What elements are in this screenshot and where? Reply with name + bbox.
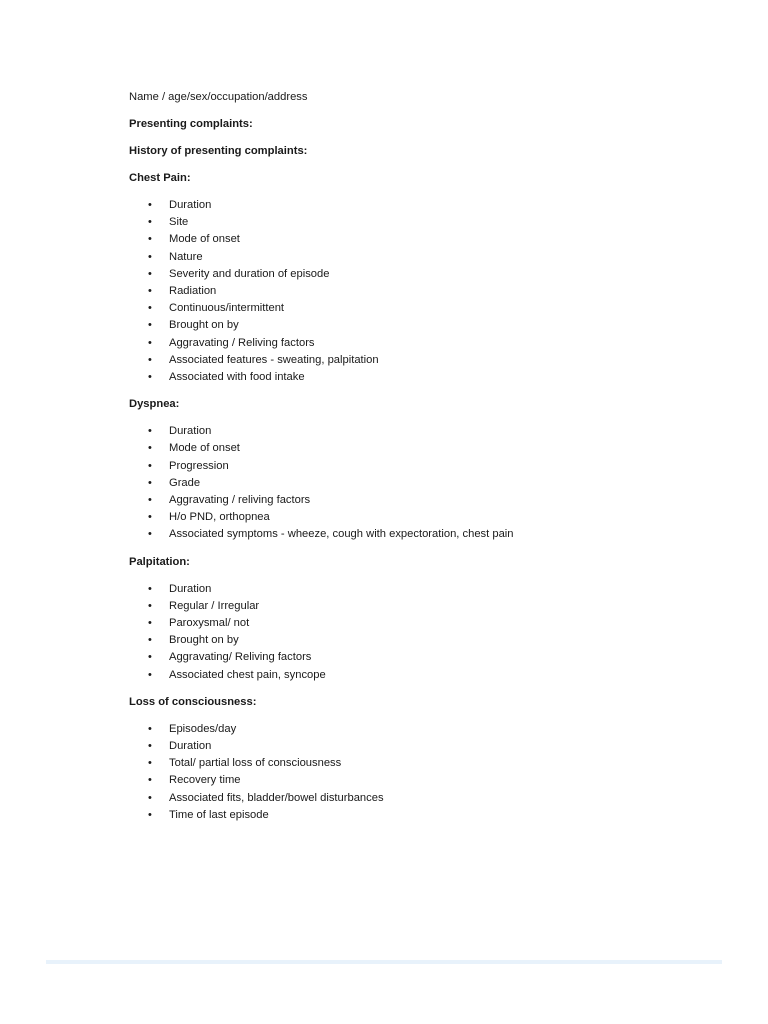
list-item-text: Grade bbox=[169, 476, 201, 489]
list-item-text: Aggravating/ Reliving factors bbox=[169, 651, 312, 664]
list-item-text: Mode of onset bbox=[169, 233, 240, 246]
name-line: Name / age/sex/occupation/address bbox=[129, 91, 308, 103]
list-item bbox=[129, 335, 729, 352]
list-item-text: Nature bbox=[169, 250, 203, 263]
list-item bbox=[129, 300, 729, 317]
list-item bbox=[129, 667, 729, 684]
bullet-list-dyspnea bbox=[129, 423, 729, 543]
document-content bbox=[129, 89, 729, 834]
bullet-icon: • bbox=[148, 199, 152, 211]
list-item-text: Associated chest pain, syncope bbox=[169, 668, 326, 681]
presenting-complaints-heading: Presenting complaints: bbox=[129, 118, 253, 130]
list-item-text: Aggravating / Reliving factors bbox=[169, 336, 315, 349]
list-item-text: Associated symptoms - wheeze, cough with expectoration, chest pain bbox=[169, 528, 514, 541]
bullet-icon: • bbox=[148, 582, 152, 595]
list-item-text: Progression bbox=[169, 459, 229, 472]
list-item bbox=[129, 317, 729, 334]
list-item bbox=[129, 492, 729, 509]
section-heading-loss-of-consciousness: Loss of consciousness: bbox=[129, 695, 257, 708]
list-item-text: Associated features - sweating, palpitation bbox=[169, 353, 379, 366]
list-item bbox=[129, 475, 729, 492]
list-item-text: Duration bbox=[169, 740, 212, 753]
list-item-text: Associated with food intake bbox=[169, 371, 305, 384]
list-item-text: Regular / Irregular bbox=[169, 599, 260, 612]
list-item bbox=[129, 615, 729, 632]
list-item-text: H/o PND, orthopnea bbox=[169, 511, 270, 524]
bullet-icon: • bbox=[148, 250, 152, 263]
list-item-text: Aggravating / reliving factors bbox=[169, 494, 311, 507]
bullet-list-palpitation bbox=[129, 581, 729, 684]
bullet-icon: • bbox=[148, 336, 152, 349]
bullet-icon: • bbox=[148, 740, 152, 753]
bullet-icon: • bbox=[148, 319, 152, 332]
list-item bbox=[129, 755, 729, 772]
list-item-text: Associated fits, bladder/bowel disturbances bbox=[169, 791, 384, 804]
list-item-text: Total/ partial loss of consciousness bbox=[169, 757, 342, 770]
sections-container bbox=[129, 170, 729, 824]
bullet-icon: • bbox=[148, 634, 152, 647]
list-item-text: Duration bbox=[169, 582, 212, 595]
bullet-icon: • bbox=[148, 442, 152, 455]
list-item-text: Severity and duration of episode bbox=[169, 267, 330, 280]
list-item bbox=[129, 266, 729, 283]
bullet-list-loss-of-consciousness bbox=[129, 721, 729, 824]
list-item bbox=[129, 369, 729, 386]
bullet-list-chest-pain bbox=[129, 197, 729, 386]
bullet-icon: • bbox=[148, 528, 152, 541]
history-heading: History of presenting complaints: bbox=[129, 145, 308, 157]
bullet-icon: • bbox=[148, 757, 152, 770]
list-item-text: Mode of onset bbox=[169, 442, 240, 455]
list-item-text: Paroxysmal/ not bbox=[169, 617, 250, 630]
bullet-icon: • bbox=[148, 216, 152, 229]
list-item bbox=[129, 581, 729, 598]
bullet-icon: • bbox=[148, 476, 152, 489]
bullet-icon: • bbox=[148, 617, 152, 630]
list-item bbox=[129, 214, 729, 231]
list-item bbox=[129, 440, 729, 457]
bullet-icon: • bbox=[148, 651, 152, 664]
bullet-icon: • bbox=[148, 233, 152, 246]
bullet-icon: • bbox=[148, 425, 152, 438]
bullet-icon: • bbox=[148, 668, 152, 681]
bullet-icon: • bbox=[148, 791, 152, 804]
bullet-icon: • bbox=[148, 722, 152, 735]
list-item bbox=[129, 721, 729, 738]
list-item-text: Duration bbox=[169, 425, 212, 438]
list-item-text: Episodes/day bbox=[169, 722, 237, 735]
list-item-text: Continuous/intermittent bbox=[169, 302, 285, 315]
list-item bbox=[129, 197, 729, 214]
list-item bbox=[129, 283, 729, 300]
list-item bbox=[129, 509, 729, 526]
list-item-text: Time of last episode bbox=[169, 808, 269, 821]
bullet-icon: • bbox=[148, 353, 152, 366]
list-item bbox=[129, 231, 729, 248]
bullet-icon: • bbox=[148, 267, 152, 280]
list-item bbox=[129, 249, 729, 266]
bullet-icon: • bbox=[148, 285, 152, 298]
list-item bbox=[129, 526, 729, 543]
list-item-text: Site bbox=[169, 216, 189, 229]
list-item bbox=[129, 352, 729, 369]
list-item-text: Brought on by bbox=[169, 319, 239, 332]
list-item-text: Radiation bbox=[169, 285, 217, 298]
section-heading-dyspnea: Dyspnea: bbox=[129, 398, 180, 411]
list-item bbox=[129, 772, 729, 789]
bullet-icon: • bbox=[148, 302, 152, 315]
section-heading-chest-pain: Chest Pain: bbox=[129, 172, 191, 184]
bullet-icon: • bbox=[148, 371, 152, 384]
bullet-icon: • bbox=[148, 774, 152, 787]
list-item bbox=[129, 598, 729, 615]
bullet-icon: • bbox=[148, 459, 152, 472]
list-item bbox=[129, 790, 729, 807]
list-item bbox=[129, 458, 729, 475]
list-item-text: Recovery time bbox=[169, 774, 241, 787]
list-item bbox=[129, 649, 729, 666]
bullet-icon: • bbox=[148, 511, 152, 524]
bullet-icon: • bbox=[148, 808, 152, 821]
bullet-icon: • bbox=[148, 494, 152, 507]
list-item bbox=[129, 632, 729, 649]
list-item bbox=[129, 807, 729, 824]
list-item bbox=[129, 738, 729, 755]
list-item-text: Duration bbox=[169, 199, 212, 211]
list-item bbox=[129, 423, 729, 440]
footer-rule bbox=[46, 960, 722, 964]
section-heading-palpitation: Palpitation: bbox=[129, 555, 190, 568]
list-item-text: Brought on by bbox=[169, 634, 239, 647]
bullet-icon: • bbox=[148, 599, 152, 612]
